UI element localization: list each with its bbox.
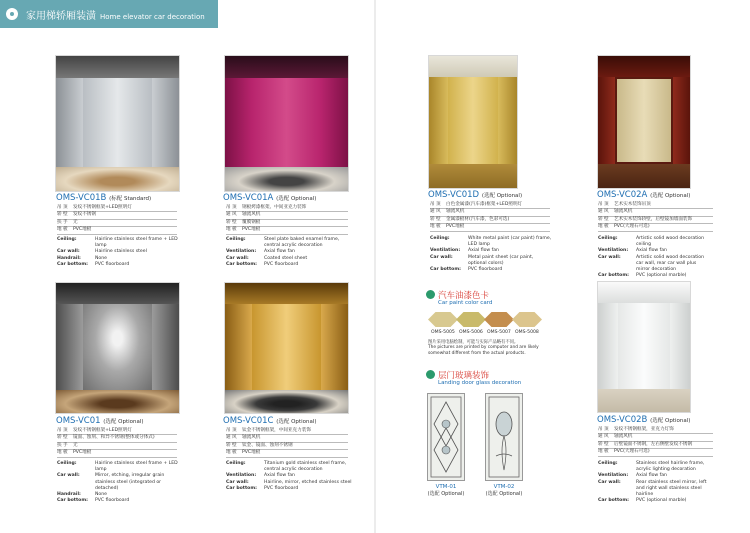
paint-section-icon — [426, 290, 435, 299]
model-vc01d: OMS-VC01D (选配 Optional) — [428, 190, 523, 200]
cn-spec-vc01c: 吊 顶 钛金不锈钢框架，中间亚克力装饰 通 风 轴流风机 轿 壁 钛金、镜面、蚀刻不锈钢 地 板 PVC地板 — [226, 428, 348, 458]
model-vc01b: OMS-VC01B (标配 Standard) — [56, 193, 152, 203]
elevator-photo-vc02b — [597, 281, 691, 413]
elevator-photo-vc01 — [55, 282, 180, 414]
paint-swatch-label-5005: OMS-5005 — [431, 330, 455, 335]
model-vc01c: OMS-VC01C (选配 Optional) — [223, 416, 317, 426]
model-vc01: OMS-VC01 (选配 Optional) — [56, 416, 144, 426]
glass-panel-vtm02 — [485, 393, 523, 481]
glass-label-vtm01: VTM-01 (选配 Optional) — [427, 484, 465, 497]
en-spec-vc01a: Ceiling: Steel plate baked enamel frame, central acrylic decoration Ventilation: Axial flow fan Car wall: Coated steel sheet Car bottom: PVC floorboard — [226, 237, 340, 267]
paint-swatch-label-5008: OMS-5008 — [515, 330, 539, 335]
model-vc01a: OMS-VC01A (选配 Optional) — [223, 193, 317, 203]
model-vc02a: OMS-VC02A (选配 Optional) — [597, 190, 691, 200]
model-vc02b: OMS-VC02B (选配 Optional) — [597, 415, 691, 425]
en-spec-vc02a: Ceiling: Artistic solid wood decoration ceiling Ventilation: Axial flow fan Car wall: Artistic solid wood decoration car wall, rear car wall plus mirror decoration Car bottom: PVC (optional marble) — [598, 236, 705, 279]
elevator-photo-vc01c — [224, 282, 349, 414]
glass-section-title: 层门玻璃装饰 — [438, 371, 490, 381]
glass-section-icon — [426, 370, 435, 379]
page-title: 家用梯轿厢装潢 Home elevator car decoration — [26, 11, 205, 22]
page-gutter — [374, 0, 376, 533]
paint-swatch-5008 — [512, 312, 542, 327]
glass-panel-vtm01 — [427, 393, 465, 481]
paint-swatch-label-5006: OMS-5006 — [459, 330, 483, 335]
cn-spec-vc01b: 吊 顶 发纹不锈钢框架+LED照明灯 轿 壁 发纹不锈钢 扶 手 无 地 板 PVC地板 — [57, 205, 177, 235]
paint-swatch-5005 — [428, 312, 458, 327]
paint-section-subtitle: Car paint color card — [438, 300, 493, 306]
paint-section-title: 汽车油漆色卡 — [438, 291, 490, 301]
elevator-photo-vc01b — [55, 55, 180, 192]
cn-spec-vc01d: 吊 顶 白色金属漆(汽车漆)框架+LED照明灯 通 风 轴流风机 轿 壁 金属漆板材(汽车漆，色彩可选) 地 板 PVC地板 — [430, 202, 550, 232]
en-spec-vc01: Ceiling: Hairline stainless steel frame + LED lamp Car wall: Mirror, etching, irregular grain stainless steel (integrated or detached) Handrail: None Car bottom: PVC floorboard — [57, 461, 178, 504]
en-spec-vc02b: Ceiling: Stainless steel hairline frame, acrylic lighting decoration Ventilation: Axial flow fan Car wall: Rear stainless steel mirror, left and right wall stainless steel hairline Car bottom: PVC (optional marble) — [598, 461, 707, 504]
paint-swatch-5006 — [456, 312, 486, 327]
en-spec-vc01c: Ceiling: Titanium gold stainless steel frame, central acrylic decoration Ventilation: Axial flow fan Car wall: Hairline, mirror, etched stainless steel Car bottom: PVC floorboard — [226, 461, 352, 491]
en-spec-vc01b: Ceiling: Hairline stainless steel frame + LED lamp Car wall: Hairline stainless steel Handrail: None Car bottom: PVC floorboard — [57, 237, 178, 267]
cn-spec-vc02b: 吊 顶 发纹不锈钢框架，亚克力灯饰 通 风 轴流风机 轿 壁 后壁镜面不锈钢，左右侧壁发纹不锈钢 地 板 PVC(大理石可选) — [598, 427, 713, 457]
elevator-photo-vc02a — [597, 55, 691, 189]
glass-section-subtitle: Landing door glass decoration — [438, 380, 522, 386]
glass-label-vtm02: VTM-02 (选配 Optional) — [485, 484, 523, 497]
elevator-photo-vc01d — [428, 55, 518, 189]
cn-spec-vc01a: 吊 顶 钢板烤漆框架、中间亚克力装饰 通 风 轴流风机 轿 壁 覆膜钢板 地 板 PVC地板 — [226, 205, 348, 235]
elevator-photo-vc01a — [224, 55, 349, 192]
paint-swatch-label-5007: OMS-5007 — [487, 330, 511, 335]
brand-logo-icon — [6, 8, 18, 20]
cn-spec-vc01: 吊 顶 发纹不锈钢框架+LED照明灯 轿 壁 镜面、蚀刻、和异不锈钢(整体或分体式) 扶 手 无 地 板 PVC地板 — [57, 428, 177, 458]
en-spec-vc01d: Ceiling: White metal paint (car paint) frame, LED lamp Ventilation: Axial flow fan Car wall: Metal paint sheet (car paint, optional colors) Car bottom: PVC floorboard — [430, 236, 552, 273]
paint-swatch-5007 — [484, 312, 514, 327]
cn-spec-vc02a: 吊 顶 艺术实木装饰吊顶 通 风 轴流风机 轿 壁 艺术实木装饰轿壁，后壁镜加墙面装饰 地 板 PVC(大理石可选) — [598, 202, 713, 232]
paint-note: 图片采用电脑绘制，可能与实际产品略有不同。 The pictures are printed by computer and are likely somewhat different from the actual products. — [428, 340, 539, 356]
